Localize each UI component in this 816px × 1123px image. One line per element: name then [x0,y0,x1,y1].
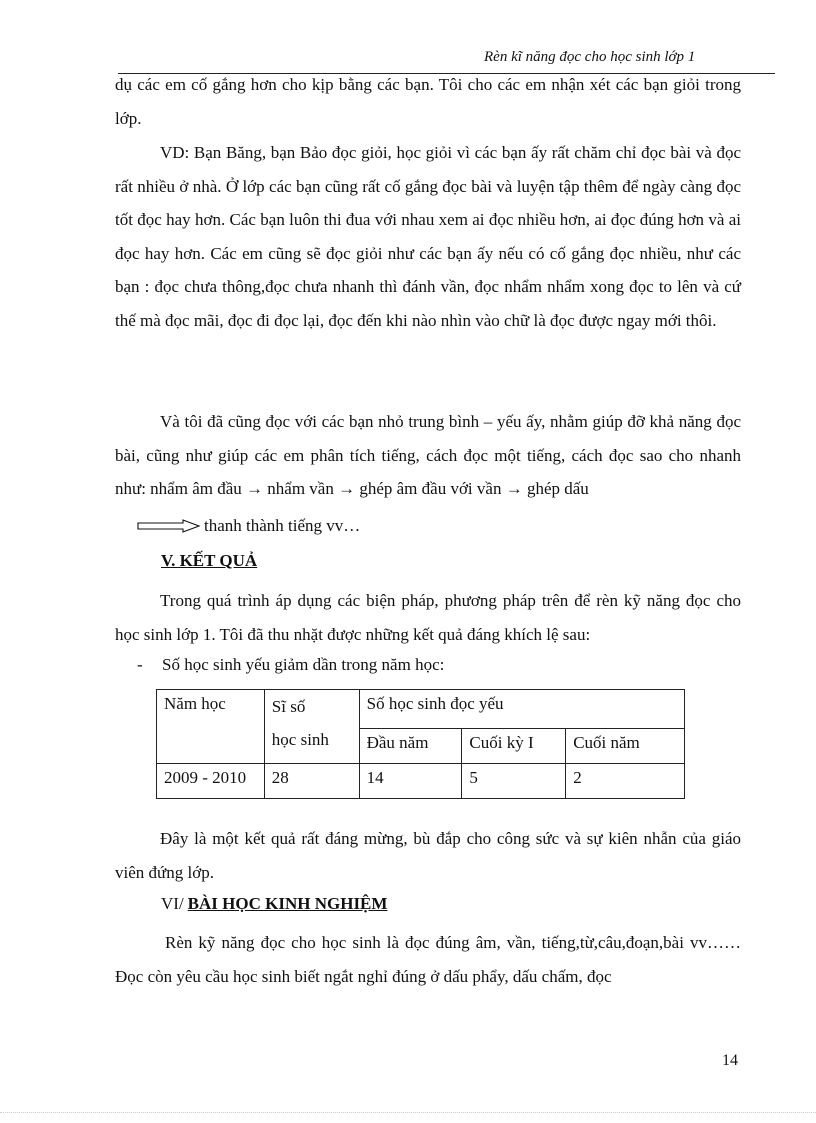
bullet-marker: - [137,655,143,674]
arrow-line-text: thanh thành tiếng vv… [204,516,361,535]
header-total-line2: học sinh [271,730,329,749]
bullet-text: Số học sinh yếu giảm dần trong năm học: [162,655,445,674]
paragraph-method: Và tôi đã cũng đọc với các bạn nhỏ trung bình – yếu ấy, nhằm giúp đỡ khả năng đọc bài, cũng như giúp các em phân tích tiếng, cách đọc một tiếng, cách đọc sao cho nhanh như: nhẩm âm đầu → nhẩm vần → ghép âm đầu với vần → ghép dấu [115,412,741,498]
cell-term1: 5 [462,764,566,799]
cell-total: 28 [264,764,359,799]
subheader-start: Đầu năm [359,729,462,764]
paragraph-results-summary: Đây là một kết quả rất đáng mừng, bù đắp cho công sức và sự kiên nhẫn của giáo viên đứng lớp. [115,829,741,882]
section-title: BÀI HỌC KINH NGHIỆM [187,894,388,913]
paragraph-lessons: Rèn kỹ năng đọc cho học sinh là đọc đúng âm, vần, tiếng,từ,câu,đoạn,bài vv……Đọc còn yêu cầu học sinh biết ngắt nghỉ đúng ở dấu phẩy, dấu chấm, đọc [115,933,741,986]
table-row [157,764,685,799]
subheader-term1: Cuối kỳ I [462,729,566,764]
subheader-end: Cuối năm [566,729,685,764]
table-header-row [157,690,685,729]
running-header: Rèn kĩ năng đọc cho học sinh lớp 1 [484,49,696,65]
section-heading-lessons [161,894,387,914]
footer-rule [0,1112,816,1113]
cell-year: 2009 - 2010 [157,764,265,799]
header-weak-students: Số học sinh đọc yếu [359,690,684,729]
paragraph-results-intro: Trong quá trình áp dụng các biện pháp, phương pháp trên để rèn kỹ năng đọc cho học sinh lớp 1. Tôi đã thu nhặt được những kết quả đáng khích lệ sau: [115,591,741,644]
double-line-right-arrow-icon [137,519,201,533]
cell-start: 14 [359,764,462,799]
paragraph-example: VD: Bạn Băng, bạn Bảo đọc giỏi, học giỏi vì các bạn ấy rất chăm chỉ đọc bài và đọc rất nhiều ở nhà. Ở lớp các bạn cũng rất cố gắng đọc bài và luyện tập thêm để ngày càng đọc tốt đọc hay hơn. Các bạn luôn thi đua với nhau xem ai đọc nhiều hơn, ai đọc đúng hơn và ai đọc hay hơn. Các em cũng sẽ đọc giỏi như các bạn ấy nếu có cố gắng đọc nhiều, như các bạn : đọc chưa thông,đọc chưa nhanh thì đánh vần, đọc nhẩm nhẩm xong đọc to lên và cứ thế mà đọc mãi, đọc đi đọc lại, đọc đến khi nào nhìn vào chữ là đọc được ngay mới thôi. [115,143,741,330]
section-prefix: VI/ [161,894,184,913]
section-heading-results: V. KẾT QUẢ [161,551,258,570]
cell-end: 2 [566,764,685,799]
header-year: Năm học [157,690,265,764]
paragraph-continuation: dụ các em cố gắng hơn cho kịp bằng các bạn. Tôi cho các em nhận xét các bạn giỏi trong lớp. [115,75,741,128]
header-total-line1: Sĩ số [271,697,306,716]
results-table [156,689,685,799]
page-number: 14 [722,1052,738,1069]
header-total [264,690,359,764]
